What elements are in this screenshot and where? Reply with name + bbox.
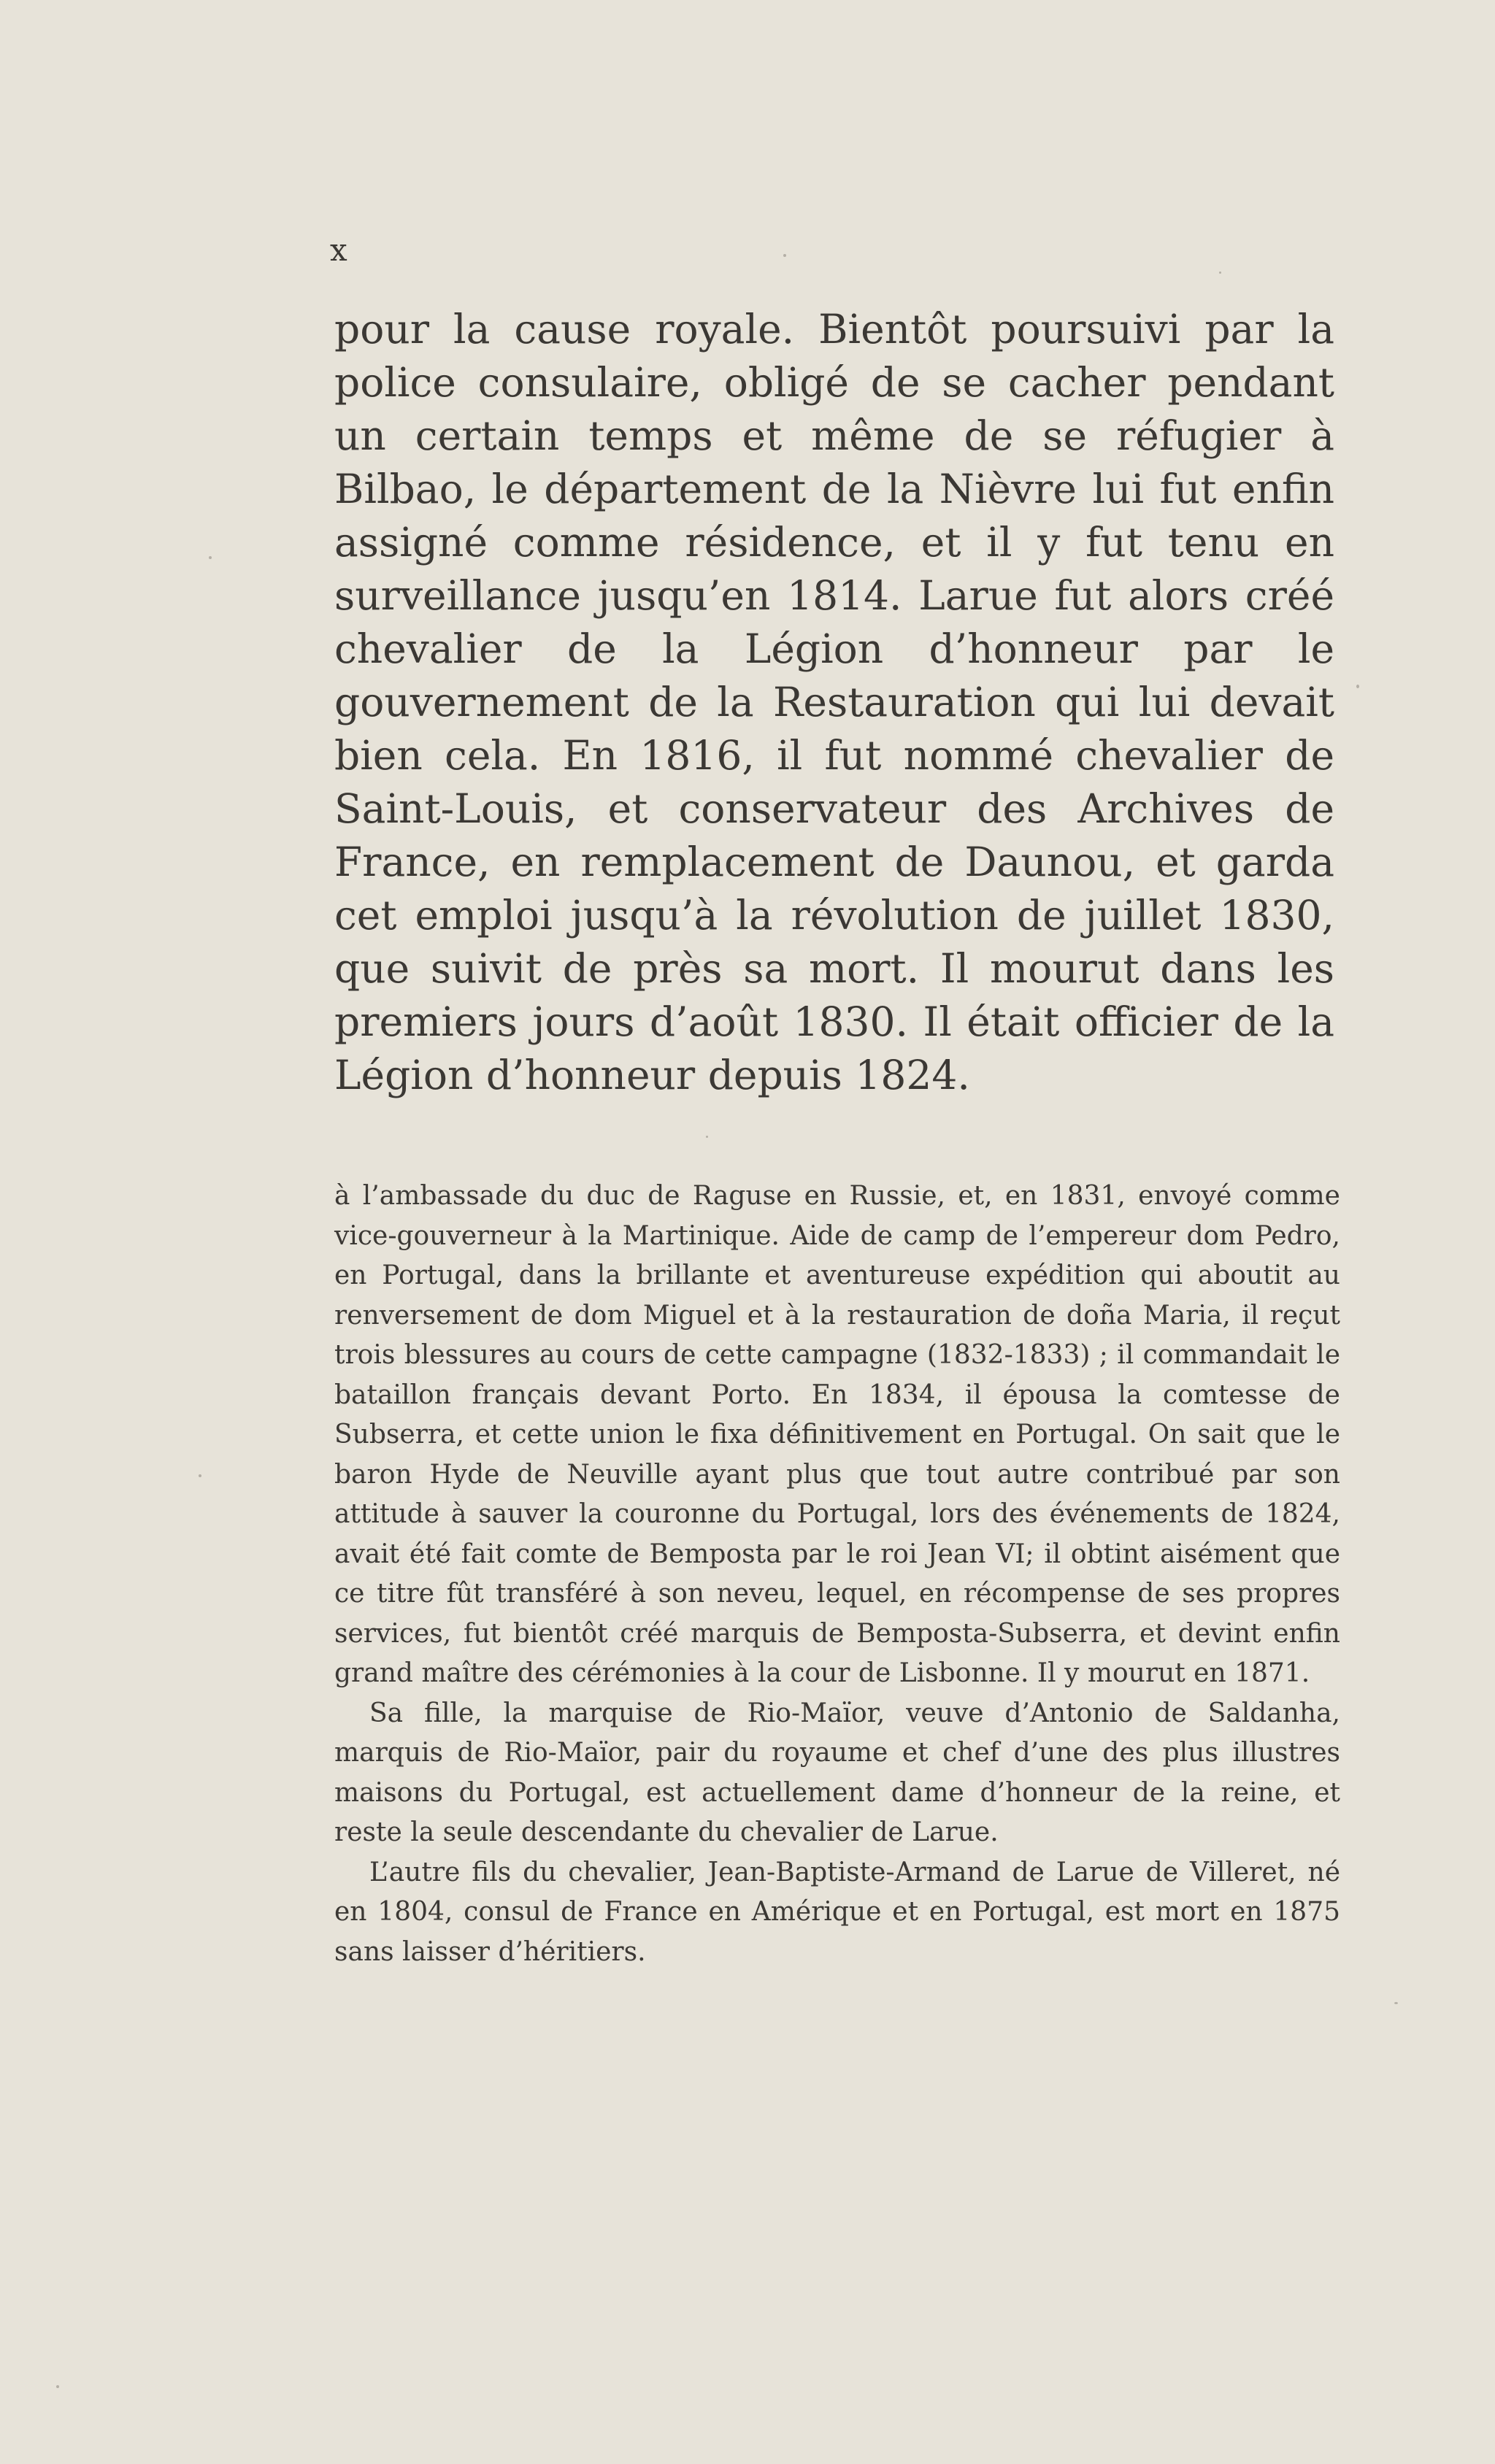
paper-speck: [56, 2385, 59, 2388]
paper-speck: [199, 1474, 201, 1477]
main-paragraph: pour la cause royale. Bientôt poursuivi par la police consulaire, obligé de se cacher pendant un certain temps et même de se réfugier à Bilbao, le département de la Nièvre lui fut enfin assigné comme résidence, et il y fut tenu en surveillance jusqu’en 1814. Larue fut alors créé chevalier de la Légion d’honneur par le gouvernement de la Restauration qui lui devait bien cela. En 1816, il fut nommé chevalier de Saint-Louis, et conservateur des Archives de France, en remplacement de Daunou, et garda cet emploi jusqu’à la révolution de juillet 1830, que suivit de près sa mort. Il mourut dans les premiers jours d’août 1830. Il était officier de la Légion d’honneur depuis 1824.: [334, 306, 1334, 1098]
paper-speck: [209, 556, 212, 559]
paper-speck: [1394, 2002, 1398, 2004]
footnote-paragraph-1: à l’ambassade du duc de Raguse en Russie, et, en 1831, envoyé comme vice-gouverneur à la Martinique. Aide de camp de l’empereur dom Pedro, en Portugal, dans la brillante et aventureuse expédition qui aboutit au renversement de dom Miguel et à la restauration de doña Maria, il reçut trois blessures au cours de cette campagne (1832-1833) ; il commandait le bataillon français devant Porto. En 1834, il épousa la comtesse de Subserra, et cette union le fixa définitivement en Portugal. On sait que le baron Hyde de Neuville ayant plus que tout autre contribué par son attitude à sauver la couronne du Portugal, lors des événements de 1824, avait été fait comte de Bemposta par le roi Jean VI; il obtint aisément que ce titre fût transféré à son neveu, lequel, en récompense de ses propres services, fut bientôt créé marquis de Bemposta-Subserra, et devint enfin grand maître des cérémonies à la cour de Lisbonne. Il y mourut en 1871.: [334, 1181, 1340, 1688]
paper-speck: [706, 1136, 708, 1138]
footnote-block: [334, 1177, 1340, 1972]
paper-speck: [1219, 272, 1221, 274]
paper-speck: [783, 254, 786, 257]
page-number: x: [330, 232, 348, 268]
footnote-paragraph-3: L’autre fils du chevalier, Jean-Baptiste-Armand de Larue de Villeret, né en 1804, consul de France en Amérique et en Portugal, est mort en 1875 sans laisser d’héritiers.: [334, 1857, 1340, 1967]
paper-speck: [1356, 685, 1359, 688]
footnote-paragraph-2: Sa fille, la marquise de Rio-Maïor, veuve d’Antonio de Saldanha, marquis de Rio-Maïor, pair du royaume et chef d’une des plus illustres maisons du Portugal, est actuellement dame d’honneur de la reine, et reste la seule descendante du chevalier de Larue.: [334, 1698, 1340, 1847]
main-text-block: [334, 303, 1334, 1102]
